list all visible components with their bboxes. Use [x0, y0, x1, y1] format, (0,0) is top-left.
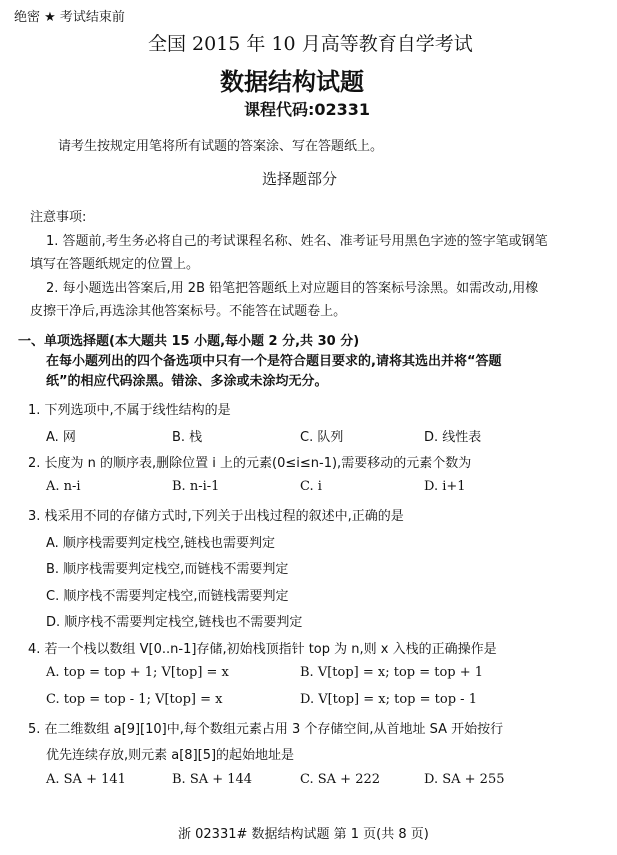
- secret-label: 绝密 ★ 考试结束前: [14, 10, 125, 25]
- q1-option-a: A. 网: [46, 430, 76, 445]
- course-code: 课程代码:02331: [244, 100, 371, 119]
- part1-desc-line-2: 纸”的相应代码涂黑。错涂、多涂或未涂均无分。: [46, 374, 328, 389]
- q3-stem: 3. 栈采用不同的存储方式时,下列关于出栈过程的叙述中,正确的是: [28, 509, 404, 524]
- q1-option-c: C. 队列: [300, 430, 344, 445]
- exam-title: 全国 2015 年 10 月高等教育自学考试: [148, 33, 473, 55]
- q5-option-b: B. SA + 144: [172, 772, 253, 787]
- q5-option-a: A. SA + 141: [46, 772, 126, 787]
- q4-option-c: C. top = top - 1; V[top] = x: [46, 692, 223, 707]
- q2-option-c: C. i: [300, 479, 322, 494]
- q2-stem: 2. 长度为 n 的顺序表,删除位置 i 上的元素(0≤i≤n-1),需要移动的元素个数为: [28, 456, 472, 471]
- q5-option-c: C. SA + 222: [300, 772, 381, 787]
- q3-option-d: D. 顺序栈不需要判定栈空,链栈也不需要判定: [46, 615, 303, 630]
- q1-stem: 1. 下列选项中,不属于线性结构的是: [28, 403, 231, 418]
- note-2-line-1: 2. 每小题选出答案后,用 2B 铅笔把答题纸上对应题目的答案标号涂黑。如需改动,用橡: [46, 281, 539, 296]
- note-1-line-2: 填写在答题纸规定的位置上。: [30, 257, 200, 272]
- q2-option-d: D. i+1: [424, 479, 466, 494]
- q1-option-b: B. 栈: [172, 430, 203, 445]
- q3-option-c: C. 顺序栈不需要判定栈空,而链栈需要判定: [46, 589, 289, 604]
- q4-stem: 4. 若一个栈以数组 V[0..n-1]存储,初始栈顶指针 top 为 n,则 x 入栈的正确操作是: [28, 642, 497, 657]
- q4-option-a: A. top = top + 1; V[top] = x: [46, 665, 229, 680]
- q5-option-d: D. SA + 255: [424, 772, 505, 787]
- q5-stem-line-1: 5. 在二维数组 a[9][10]中,每个数组元素占用 3 个存储空间,从首地址 SA 开始按行: [28, 722, 504, 737]
- section-title: 选择题部分: [262, 170, 338, 188]
- q2-option-a: A. n-i: [46, 479, 81, 494]
- part1-desc-line-1: 在每小题列出的四个备选项中只有一个是符合题目要求的,请将其选出并将“答题: [46, 354, 502, 369]
- subject-title: 数据结构试题: [220, 68, 364, 96]
- instruction-text: 请考生按规定用笔将所有试题的答案涂、写在答题纸上。: [58, 139, 384, 154]
- q4-option-b: B. V[top] = x; top = top + 1: [300, 665, 484, 680]
- page-footer: 浙 02331# 数据结构试题 第 1 页(共 8 页): [178, 827, 429, 842]
- q5-stem-line-2: 优先连续存放,则元素 a[8][5]的起始地址是: [46, 748, 295, 763]
- q1-option-d: D. 线性表: [424, 430, 482, 445]
- notes-heading: 注意事项:: [30, 210, 87, 225]
- q4-option-d: D. V[top] = x; top = top - 1: [300, 692, 477, 707]
- q3-option-b: B. 顺序栈需要判定栈空,而链栈不需要判定: [46, 562, 289, 577]
- note-1-line-1: 1. 答题前,考生务必将自己的考试课程名称、姓名、准考证号用黑色字迹的签字笔或钢笔: [46, 234, 548, 249]
- q3-option-a: A. 顺序栈需要判定栈空,链栈也需要判定: [46, 536, 276, 551]
- q2-option-b: B. n-i-1: [172, 479, 220, 494]
- part1-title: 一、单项选择题(本大题共 15 小题,每小题 2 分,共 30 分): [18, 334, 360, 349]
- note-2-line-2: 皮擦干净后,再选涂其他答案标号。不能答在试题卷上。: [30, 304, 347, 319]
